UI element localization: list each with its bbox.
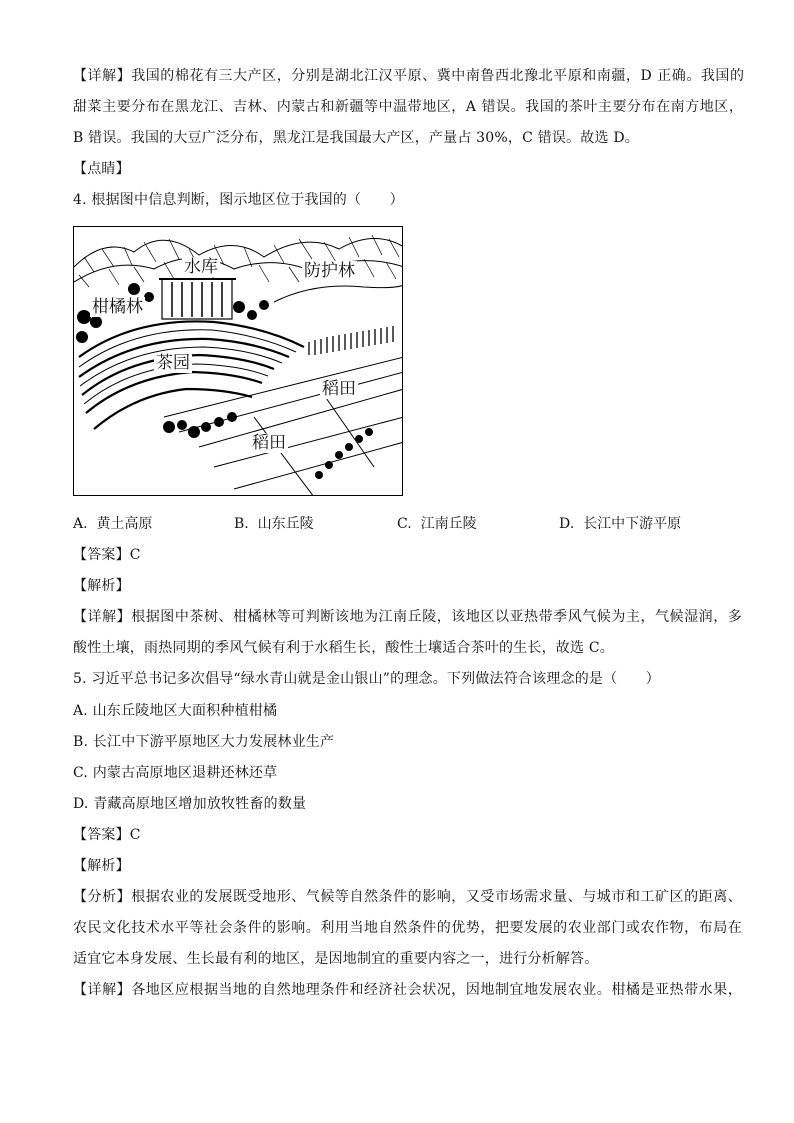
q5-option-c: C. 内蒙古高原地区退耕还林还草 [73,765,278,781]
option-letter: A. [73,516,88,532]
q5-answer: 【答案】C [73,827,141,843]
option-letter: D. [559,516,575,532]
q4-option-b [234,514,314,534]
q5-analysis-line-1: 【分析】根据农业的发展既受地形、气候等自然条件的影响，又受市场需求量、与城市和工矿区的距离、 [73,889,743,905]
q4-option-a [73,514,152,534]
figure-label-orange-grove: 柑橘林 [92,297,143,317]
figure-label-paddy-right: 稻田 [322,379,356,399]
q5-option-a: A. 山东丘陵地区大面积种植柑橘 [73,703,278,719]
q4-option-c [397,514,477,534]
q3-detail-line-3: B 错误。我国的大豆广泛分布，黑龙江是我国最大产区，产量占 30%，C 错误。故选 D。 [73,130,639,146]
q4-option-d [559,514,681,534]
figure-label-reservoir: 水库 [184,257,218,277]
option-text: 山东丘陵 [257,516,314,532]
q3-detail-line-2: 甜菜主要分布在黑龙江、吉林、内蒙古和新疆等中温带地区，A 错误。我国的茶叶主要分布在南方地区， [73,99,744,115]
option-text: 江南丘陵 [420,516,477,532]
q3-tip-heading: 【点睛】 [73,161,130,177]
q5-analysis-line-3: 适宜它本身发展、生长最有利的地区，是因地制宜的重要内容之一，进行分析解答。 [73,951,599,967]
q3-detail-line-1: 【详解】我国的棉花有三大产区，分别是湖北江汉平原、冀中南鲁西北豫北平原和南疆，D 正确。我国的 [73,68,745,84]
q4-stem: 4. 根据图中信息判断，图示地区位于我国的（ ） [73,192,404,208]
q5-analysis-line-2: 农民文化技术水平等社会条件的影响。利用当地自然条件的优势，把要发展的农业部门或农作物，布局在 [73,920,743,936]
figure-label-paddy-bottom: 稻田 [252,433,286,453]
figure-label-tea-garden: 茶园 [156,353,190,373]
q5-detail-line-1: 【详解】各地区应根据当地的自然地理条件和经济社会状况，因地制宜地发展农业。柑橘是亚热带水果， [73,982,743,998]
q5-analysis-heading: 【解析】 [73,858,130,874]
q4-detail-line-2: 酸性土壤，雨热同期的季风气候有利于水稻生长，酸性土壤适合茶叶的生长，故选 C。 [73,640,614,656]
option-text: 长江中下游平原 [583,516,682,532]
figure-label-shelterbelt: 防护林 [304,261,355,281]
option-letter: C. [397,516,412,532]
q5-stem: 5. 习近平总书记多次倡导“绿水青山就是金山银山”的理念。下列做法符合该理念的是（ ） [73,671,660,687]
option-text: 黄土高原 [96,516,153,532]
q4-landscape-figure [73,226,403,496]
q5-option-b: B. 长江中下游平原地区大力发展林业生产 [73,734,335,750]
option-letter: B. [234,516,249,532]
q4-detail-line-1: 【详解】根据图中茶树、柑橘林等可判断该地为江南丘陵，该地区以亚热带季风气候为主，气候湿润，多 [73,609,743,625]
q4-analysis-heading: 【解析】 [73,578,130,594]
q5-option-d: D. 青藏高原地区增加放牧牲畜的数量 [73,796,307,812]
q4-answer: 【答案】C [73,547,141,563]
